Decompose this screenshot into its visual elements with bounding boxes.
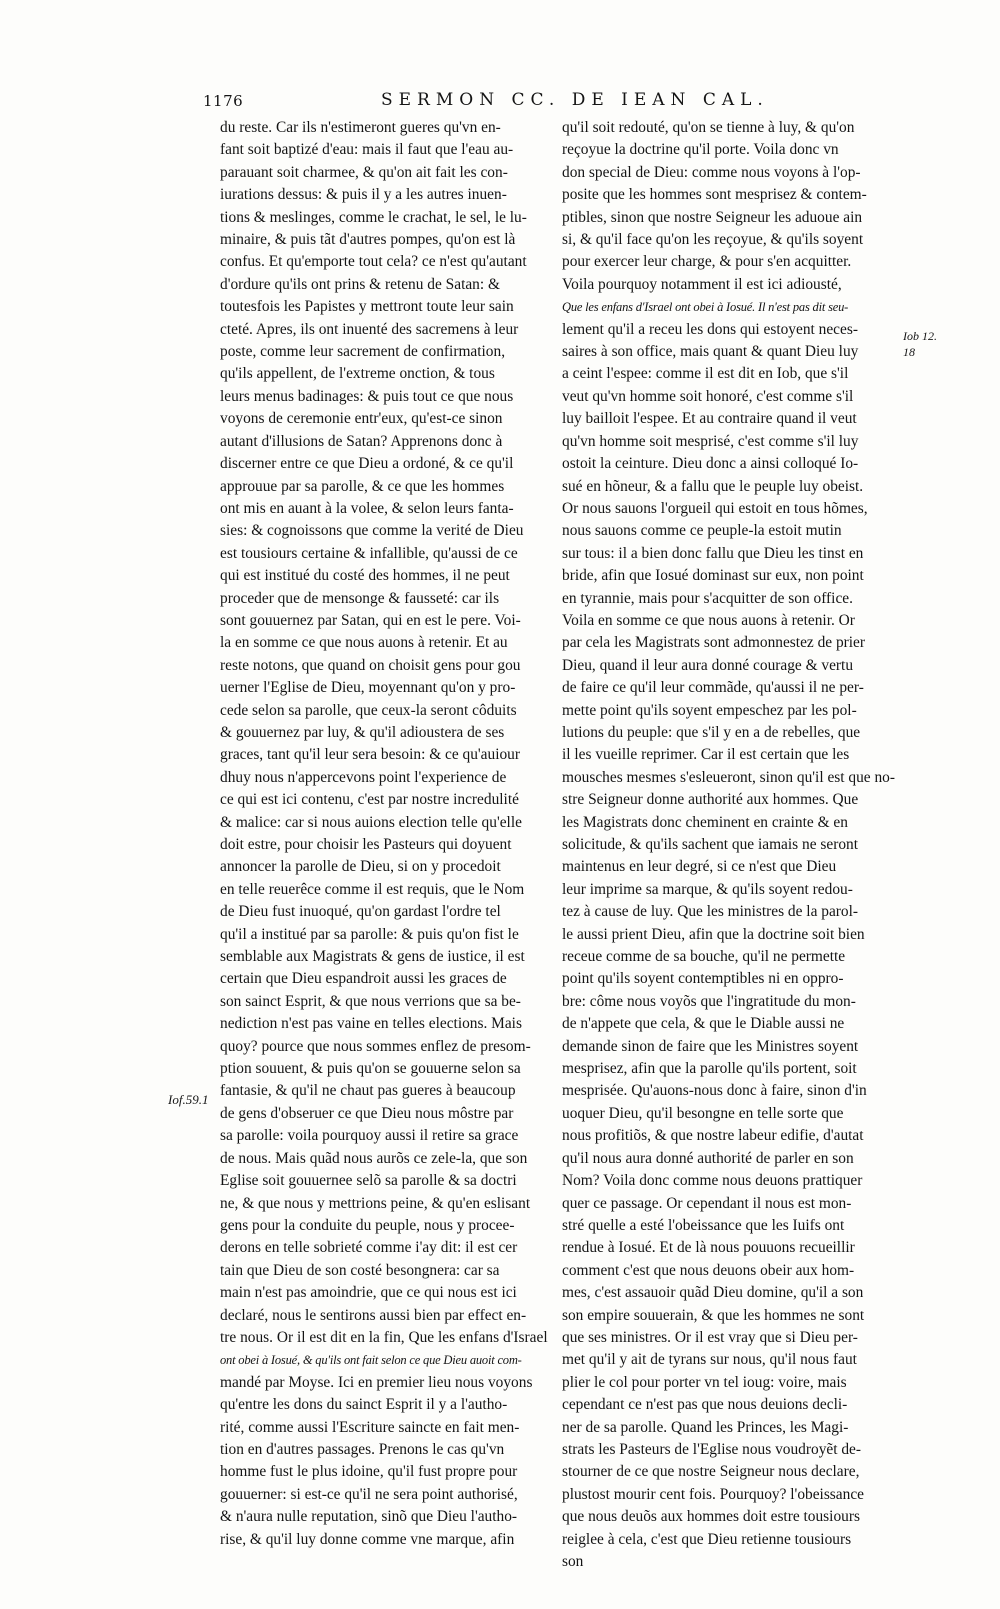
text-line: que nous deuõs aux hommes doit estre tousiours [562,1508,860,1526]
text-line: certain que Dieu espandroit aussi les graces de [220,970,507,988]
text-line: homme fust le plus idoine, qu'il fust propre pour [220,1463,518,1481]
text-line: rise, & qu'il luy donne comme vne marque, afin [220,1530,515,1548]
text-line: qu'entre les dons du sainct Esprit il y a l'autho- [220,1396,508,1414]
text-line: de gens d'obseruer ce que Dieu nous môstre par [220,1104,514,1122]
text-line: leurs menus badinages: & puis tout ce que nous [220,387,514,405]
text-line: qu'vn homme soit mesprisé, c'est comme s'il luy [562,432,859,450]
text-line: si, & qu'il face qu'on les reçoyue, & qu'ils soyent [562,231,864,249]
text-line: cede selon sa parolle, que ceux-la seront côduits [220,701,517,719]
text-line: les Magistrats donc cheminent en crainte & en [562,813,848,831]
text-line: ptibles, sinon que nostre Seigneur les aduoue ain [562,208,863,226]
text-line: sies: & cognoissons que comme la verité de Dieu [220,522,524,540]
text-line: leur imprime sa marque, & qu'ils soyent redou- [562,880,853,898]
text-line: autant d'illusions de Satan? Apprenons donc à [220,432,503,450]
text-line: tain que Dieu de son costé besongnera: car sa [220,1261,500,1279]
text-line: qu'ils appellent, de l'extreme onction, & tous [220,365,495,383]
text-line: discerner entre ce que Dieu a ordoné, & ce qu'il [220,455,514,473]
text-line: du reste. Car ils n'estimeront gueres qu'vn en- [220,119,501,136]
text-line: qui est institué du costé des hommes, il ne peut [220,567,510,585]
text-line: Nom? Voila donc comme nous deuons prattiquer [562,1172,863,1190]
text-line: mousches mesmes s'esleueront, sinon qu'il est que no- [562,768,895,786]
text-line: quoy? pource que nous sommes enflez de presom- [220,1037,531,1055]
text-line: qu'il soit redouté, qu'on se tienne à luy, & qu'on [562,119,855,136]
text-line: mette point qu'ils soyent empeschez par les pol- [562,701,857,719]
text-line: fantasie, & qu'il ne chaut pas gueres à beaucoup [220,1082,516,1100]
text-line: gens pour la conduite du peuple, nous y procee- [220,1216,515,1234]
text-line: stré quelle a esté l'obeissance que les Iuifs ont [562,1216,845,1234]
text-line: en tyrannie, mais pour s'acquitter de son office. [562,589,853,607]
text-line: lutions du peuple: que s'il y en a de rebelles, que [562,723,861,741]
text-line: luy bailloit l'espee. Et au contraire quand il veut [562,410,857,428]
text-line: sont gouuernez par Satan, qui en est le pere. Voi- [220,611,521,629]
text-line: strats les Pasteurs de l'Eglise nous voudroyẽt de- [562,1440,861,1458]
text-line: Que les enfans d'Israel ont obei à Iosué. Il n'est pas dit seu- [562,300,849,315]
text-line: don special de Dieu: comme nous voyons à l'op- [562,163,861,181]
text-line: nediction n'est pas vaine en telles elections. Mais [220,1015,522,1033]
text-line: ont obei à Iosué, & qu'ils ont fait selon ce que Dieu auoit com- [220,1353,522,1368]
text-line: dhuy nous n'appercevons point l'experience de [220,768,507,786]
text-line: par cela les Magistrats sont admonnestez de prier [562,634,866,652]
text-line: de nous. Mais quãd nous aurõs ce zele-la, que son [220,1149,528,1167]
text-line: gouuerner: si est-ce qu'il ne sera point authorisé, [220,1485,518,1503]
margin-note-left: Iof.59.1 [168,1092,209,1107]
text-line: parauant soit charmee, & qu'on ait fait les con- [220,163,508,181]
text-line: ce qui est ici contenu, c'est par nostre incredulité [220,791,519,809]
text-line: uoquer Dieu, qu'il besongne en telle sorte que [562,1104,844,1122]
left-text-column [220,117,556,1551]
text-line: en telle reuerêce comme il est requis, que le Nom [220,880,525,898]
text-line: mesprisez, afin que la parolle qu'ils portent, soit [562,1060,857,1078]
text-line: la en somme ce que nous auons à retenir. Et au [220,634,508,652]
text-line: tion en d'autres passages. Prenons le cas qu'vn [220,1440,505,1458]
text-line: posite que les hommes sont mesprisez & contem- [562,186,867,204]
text-line: est tousiours certaine & infallible, qu'aussi de ce [220,544,518,562]
text-line: sa parolle: voila pourquoy aussi il retire sa grace [220,1127,519,1145]
text-line: minaire, & puis tãt d'autres pompes, qu'on est là [220,231,516,249]
right-text-column [562,117,900,1573]
text-line: Eglise soit gouuernee selõ sa parolle & sa doctri [220,1172,517,1190]
text-line: reçoyue la doctrine qu'il porte. Voila donc vn [562,141,839,159]
text-line: de Dieu fust inuoqué, qu'on gardast l'ordre tel [220,903,501,921]
page-number: 1176 [203,92,244,110]
text-line: cependant ce n'est pas que nous deuions decli- [562,1396,848,1414]
text-line: d'ordure qu'ils ont prins & retenu de Satan: & [220,275,500,293]
text-line: stre Seigneur donne authorité aux hommes. Que [562,791,859,809]
margin-note-right-line: Iob 12. [903,329,937,343]
text-line: fant soit baptizé d'eau: mais il faut que l'eau au- [220,141,514,159]
text-line: Or nous sauons l'orgueil qui estoit en tous hõmes, [562,499,868,517]
text-line: ption souuent, & puis qu'on se gouuerne selon sa [220,1060,521,1078]
text-line: met qu'il y ait de tyrans sur nous, qu'il nous faut [562,1351,857,1369]
text-line: & malice: car si nous auions election telle qu'elle [220,813,522,831]
text-line: doit estre, pour choisir les Pasteurs qui doyuent [220,836,512,853]
text-line: sur tous: il a bien donc fallu que Dieu les tinst en [562,544,864,562]
text-line: le aussi prient Dieu, afin que la doctrine soit bien [562,925,865,943]
text-line: cteté. Apres, ils ont inuenté des sacremens à leur [220,320,519,338]
text-line: mesprisée. Qu'auons-nous donc à faire, sinon d'in [562,1082,867,1100]
text-line: sué en hõneur, & a fallu que le peuple luy obeist. [562,477,864,495]
text-line: a ceint l'espee: comme il est dit en Iob, que s'il [562,365,849,383]
text-line: veut qu'vn homme soit honoré, c'est comme s'il [562,387,854,405]
text-line: derons en telle sobrieté comme i'ay dit: il est cer [220,1239,518,1257]
text-line: approuue par sa parolle, & ce que les hommes [220,477,505,495]
text-line: ostoit la ceinture. Dieu donc a ainsi colloqué Io- [562,455,859,473]
text-line: reiglee à cela, c'est que Dieu retienne tousiours [562,1530,852,1548]
text-line: receue comme de sa bouche, qu'il ne permette [562,948,846,966]
text-line: quer ce passage. Or cependant il nous est mon- [562,1194,852,1212]
text-line: stourner de ce que nostre Seigneur nous declare, [562,1463,860,1481]
text-line: plustost mourir cent fois. Pourquoy? l'obeissance [562,1485,864,1503]
text-line: declaré, nous le sentirons aussi bien par effect en- [220,1306,527,1324]
text-line: Voila en somme ce que nous auons à retenir. Or [562,611,855,629]
text-line: & gouuernez par luy, & qu'il adioustera de ses [220,723,505,741]
text-line: que ses ministres. Or il est vray que si Dieu per- [562,1328,858,1346]
text-line: de n'appete que cela, & que le Diable aussi ne [562,1015,845,1033]
text-line: proceder que de mensonge & fausseté: car ils [220,589,500,607]
text-line: solicitude, & qu'ils sachent que iamais ne seront [562,836,858,853]
text-line: & n'aura nulle reputation, sinõ que Dieu l'autho- [220,1508,518,1526]
text-line: il les vueille reprimer. Car il est certain que les [562,746,850,764]
text-line: Voila pourquoy notamment il est ici adiousté, [562,275,842,293]
text-line: mes, c'est assauoir quãd Dieu domine, qu'il a son [562,1284,864,1302]
text-line: demande sinon de faire que les Ministres soyent [562,1037,859,1055]
text-line: maintenus en leur degré, si ce n'est que Dieu [562,858,837,876]
text-line: toutesfois les Papistes y mettront toute leur sain [220,298,514,316]
text-line: poste, comme leur sacrement de confirmation, [220,343,506,361]
margin-note-right [903,328,937,360]
text-line: pour exercer leur charge, & pour s'en acquitter. [562,253,852,271]
text-line: tez à cause de luy. Que les ministres de la parol- [562,903,859,921]
text-line: son sainct Esprit, & que nous verrions que sa be- [220,992,521,1010]
text-line: nous sauons comme ce peuple-la estoit mutin [562,522,842,540]
text-line: mandé par Moyse. Ici en premier lieu nous voyons [220,1373,533,1391]
text-line: uerner l'Eglise de Dieu, moyennant qu'on y pro- [220,679,516,697]
text-line: ne, & que nous y mettrions peine, & qu'en eslisant [220,1194,531,1212]
text-line: rité, comme aussi l'Escriture saincte en fait men- [220,1418,520,1436]
text-line: Dieu, quand il leur aura donné courage & vertu [562,656,854,674]
text-line: plier le col pour porter vn tel ioug: voire, mais [562,1373,847,1391]
text-line: bride, afin que Iosué dominast sur eux, non point [562,567,864,585]
text-line: reste notons, que quand on choisit gens pour gou [220,656,521,674]
text-line: voyons de ceremonie entr'eux, qu'est-ce sinon [220,410,503,428]
text-line: qu'il a institué par sa parolle: & puis qu'on fist le [220,925,519,943]
text-line: main n'est pas amoindrie, que ce qui nous est ici [220,1284,517,1302]
text-line: ner de sa parolle. Quand les Princes, les Magi- [562,1418,849,1436]
text-line: comment c'est que nous deuons obeir aux hom- [562,1261,855,1279]
running-title: SERMON CC. DE IEAN CAL. [381,90,769,110]
text-line: lement qu'il a receu les dons qui estoyent neces- [562,320,858,338]
text-line: nous profitiõs, & que nostre labeur edifie, d'autat [562,1127,864,1145]
text-line: ont mis en auant à la volee, & selon leurs fanta- [220,499,514,517]
text-line: annoncer la parolle de Dieu, si on y procedoit [220,858,501,876]
text-line: rendue à Iosué. Et de là nous pouuons recueillir [562,1239,855,1257]
text-line: semblable aux Magistrats & gens de iustice, il est [220,948,525,966]
text-line: iurations dessus: & puis il y a les autres inuen- [220,186,507,204]
text-line: bre: côme nous voyõs que l'ingratitude du mon- [562,992,856,1010]
text-line: de faire ce qu'il leur commãde, qu'aussi il ne per- [562,679,864,697]
text-line: qu'il nous aura donné authorité de parler en son [562,1149,854,1167]
text-line: tions & meslinges, comme le crachat, le sel, le lu- [220,208,527,226]
margin-note-right-line: 18 [903,345,915,359]
text-line: graces, tant qu'il leur sera besoin: & ce qu'auiour [220,746,521,764]
text-line: tre nous. Or il est dit en la fin, Que les enfans d'Israel [220,1328,548,1346]
text-line: saires à son office, mais quant & quant Dieu luy [562,343,859,361]
text-line: point qu'ils soyent contemptibles ni en oppro- [562,970,844,988]
text-line: son empire souuerain, & que les hommes ne sont [562,1306,865,1324]
page-header [203,92,963,114]
text-line: son [562,1553,584,1570]
text-line: confus. Et qu'emporte tout cela? ce n'est qu'autant [220,253,527,271]
